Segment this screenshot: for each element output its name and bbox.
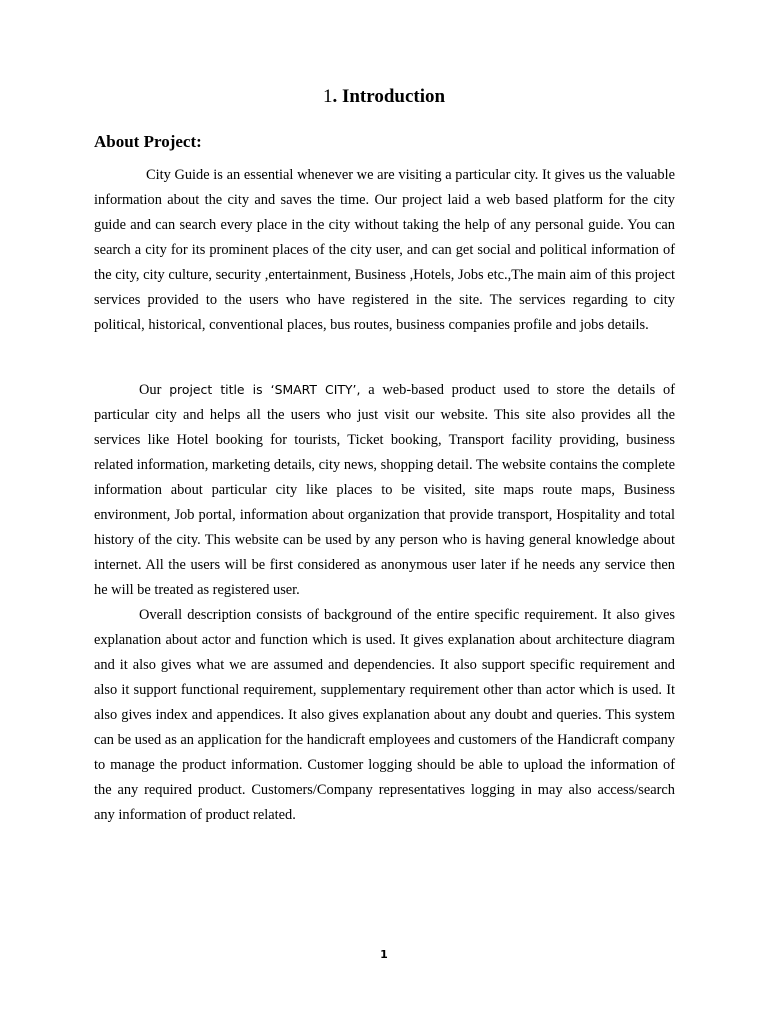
paragraph-1: City Guide is an essential whenever we are visiting a particular city. It gives us the valuable information about the city and saves the time. Our project laid a web based platform for the city guide and can search every place in the city without taking the help of any personal guide. You can search a city for its prominent places of the city user, and can get social and political information of the city, city culture, security ,entertainment, Business ,Hotels, Jobs etc.,The main aim of this project services provided to the users who have registered in the site. The services regarding to city political, historical, conventional places, bus routes, business companies profile and jobs details. — [94, 167, 675, 333]
paragraph-2 — [94, 377, 675, 603]
paragraph-2-rest: a web-based product used to store the details of particular city and helps all the users who just visit our website. This site also provides all the services like Hotel booking for tourists, Ticket booking, Transport facility providing, business related information, marketing details, city news, shopping detail. The website contains the complete information about particular city like places to be visited, site maps route maps, Business environment, Job portal, information about organization that provide transport, Hospitality and total history of the city. This website can be used by any person who is having general knowledge about internet. All the users will be first considered as anonymous user later if he needs any service then he will be treated as registered user. — [94, 382, 676, 598]
paragraph-3: Overall description consists of background of the entire specific requirement. It also gives explanation about actor and function which is used. It gives explanation about architecture diagram and it also gives what we are assumed and dependencies. It also support specific requirement and also it support functional requirement, supplementary requirement other than actor which is used. It also gives index and appendices. It also gives explanation about any doubt and queries. This system can be used as an application for the handicraft employees and customers of the Handicraft company to manage the product information. Customer logging should be able to upload the information of the any required product. Customers/Company representatives logging in may also access/search any information of product related. — [94, 607, 675, 823]
title-number: 1 — [322, 86, 333, 107]
page-number: 1 — [380, 948, 388, 961]
paragraph-2-lead: Our — [139, 382, 162, 398]
project-title-phrase: project title is ‘SMART CITY’, — [169, 382, 361, 397]
page-title — [0, 86, 768, 108]
section-heading: About Project: — [94, 132, 202, 151]
title-text: . Introduction — [332, 86, 446, 107]
